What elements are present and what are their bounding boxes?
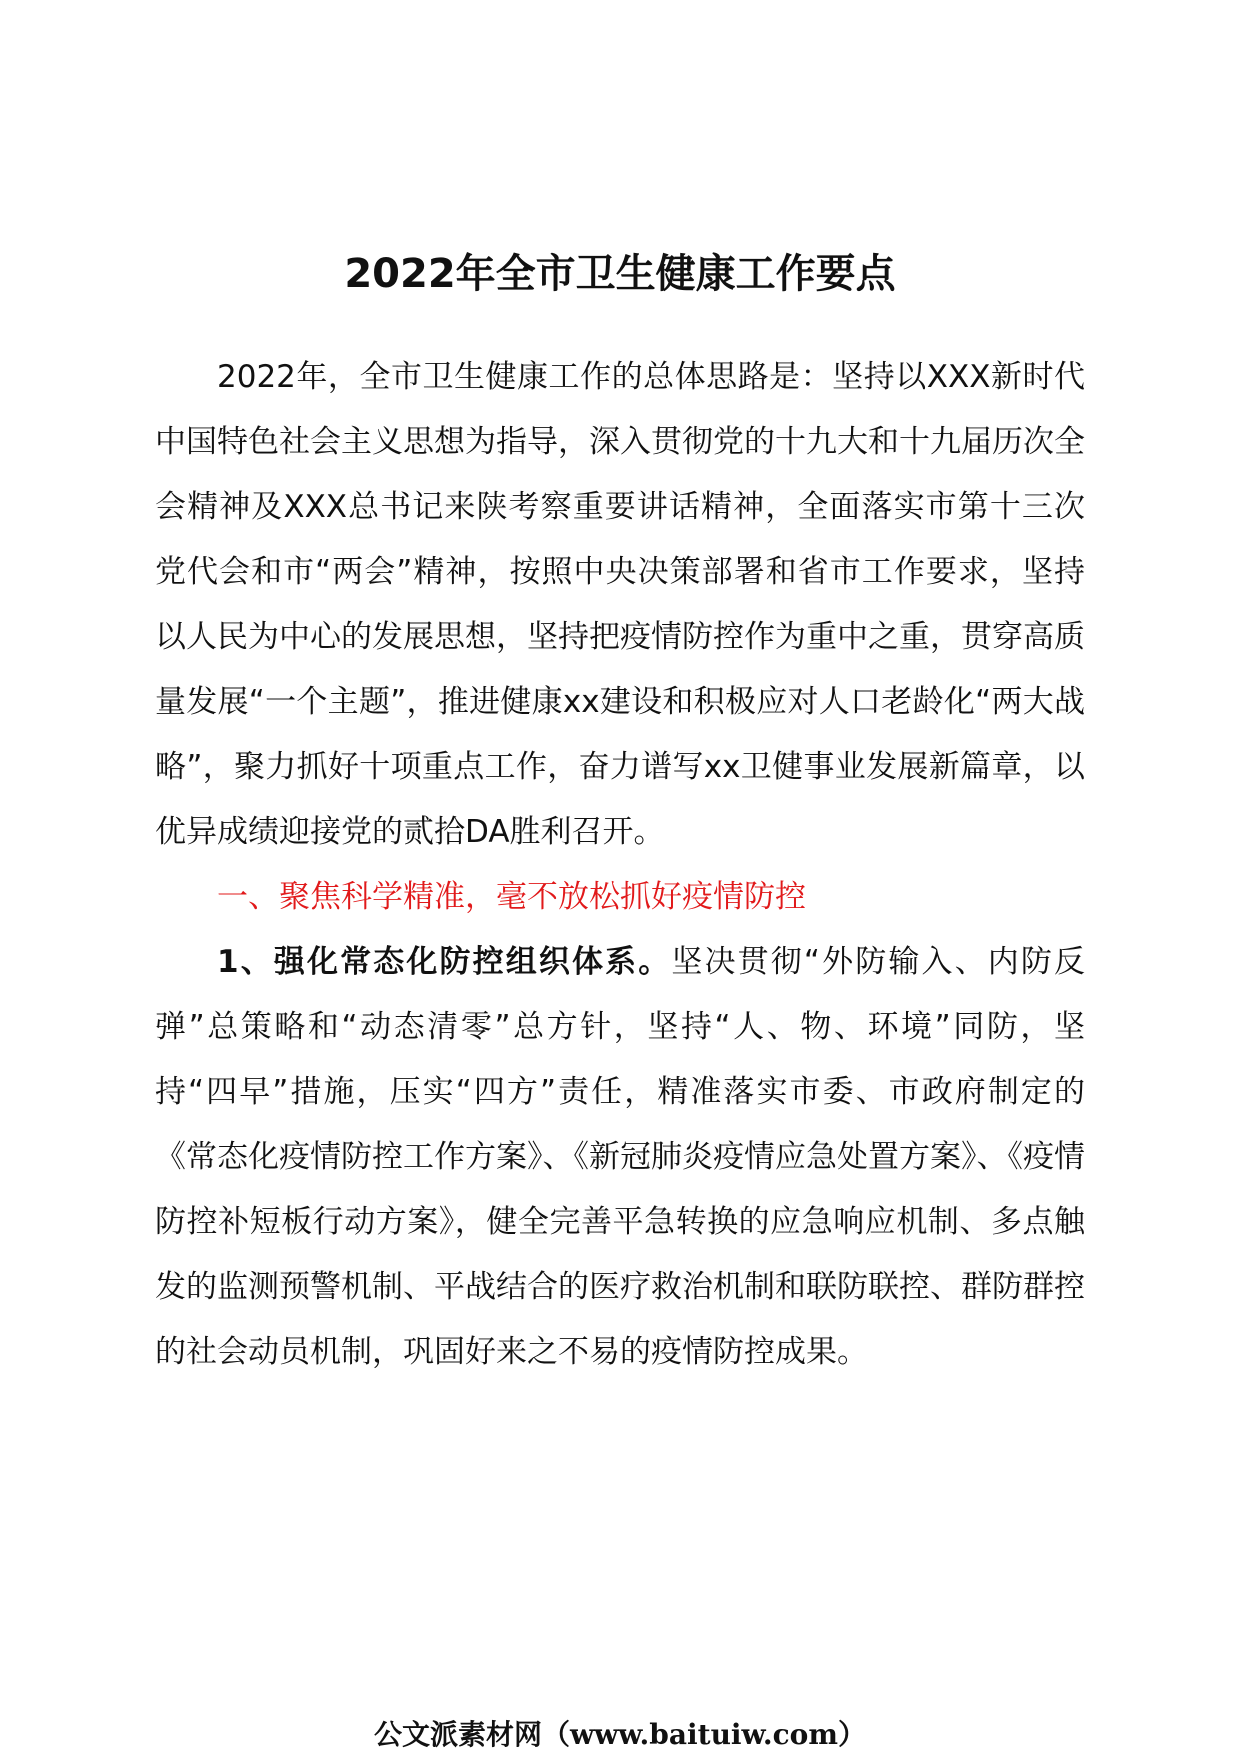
intro-paragraph: 2022年，全市卫生健康工作的总体思路是：坚持以XXX新时代中国特色社会主义思想为指导，深入贯彻党的十九大和十九届历次全会精神及XXX总书记来陕考察重要讲话精神，全面落实市第十三次党代会和市“两会”精神，按照中央决策部署和省市工作要求，坚持以人民为中心的发展思想，坚持把疫情防控作为重中之重，贯穿高质量发展“一个主题”，推进健康xx建设和积极应对人口老龄化“两大战略”，聚力抓好十项重点工作，奋力谱写xx卫健事业发展新篇章，以优异成绩迎接党的贰拾DA胜利召开。 — [155, 359, 1085, 850]
item-body-text: 坚决贯彻“外防输入、内防反弹”总策略和“动态清零”总方针，坚持“人、物、环境”同防，坚持“四早”措施，压实“四方”责任，精准落实市委、市政府制定的《常态化疫情防控工作方案》、《新冠肺炎疫情应急处置方案》、《疫情防控补短板行动方案》，健全完善平急转换的应急响应机制、多点触发的监测预警机制、平战结合的医疗救治机制和联防联控、群防群控的社会动员机制，巩固好来之不易的疫情防控成果。 — [155, 944, 1086, 1370]
footer-watermark: 公文派素材网（www.baituiw.com） — [374, 1718, 866, 1751]
document-title: 2022年全市卫生健康工作要点 — [344, 251, 896, 297]
item-paragraph — [155, 930, 1085, 1385]
item-heading: 1、强化常态化防控组织体系。 — [217, 944, 672, 980]
section-heading: 一、聚焦科学精准，毫不放松抓好疫情防控 — [217, 879, 806, 915]
document-body — [155, 345, 1085, 1385]
